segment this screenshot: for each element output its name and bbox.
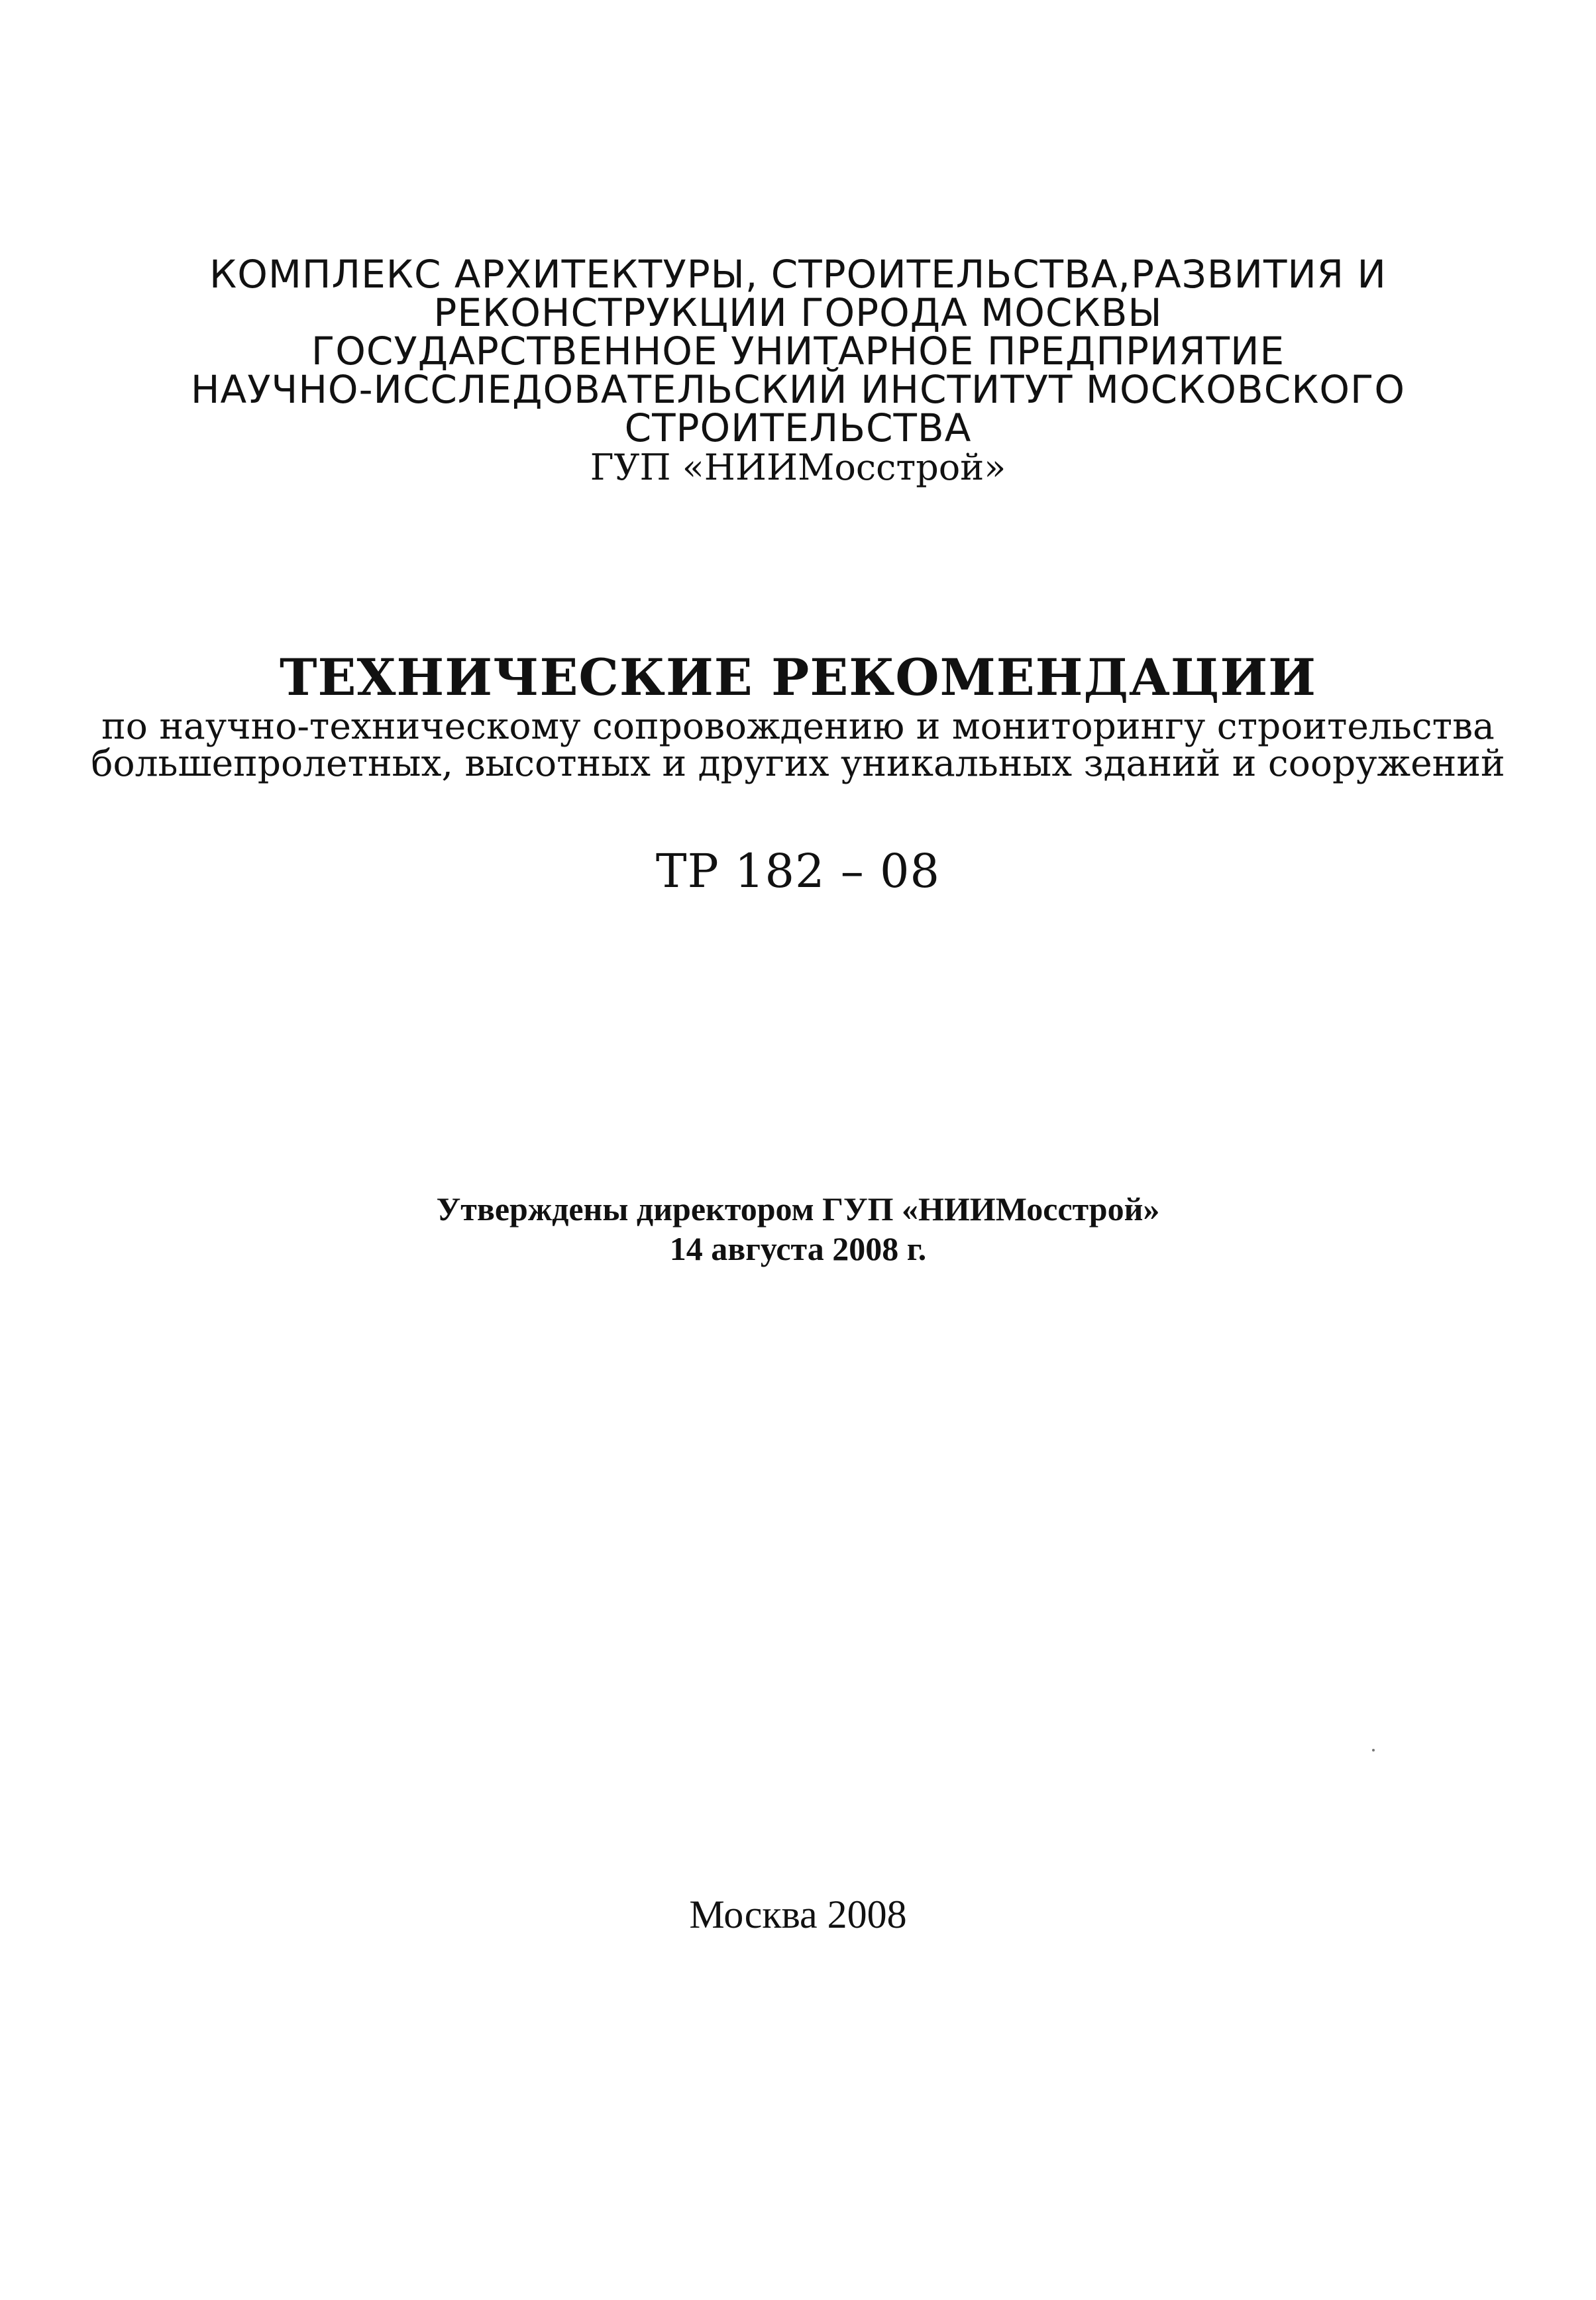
org-header-line-1: КОМПЛЕКС АРХИТЕКТУРЫ, СТРОИТЕЛЬСТВА,РАЗВИТИЯ И (209, 252, 1387, 297)
org-header-line-6: ГУП «НИИМосстрой» (590, 446, 1006, 488)
document-subtitle (0, 707, 1596, 782)
approval-date: 14 августа 2008 г. (669, 1230, 927, 1267)
org-header-line-5: СТРОИТЕЛЬСТВА (624, 405, 972, 450)
document-code: ТР 182 – 08 (655, 844, 941, 898)
org-header-line-4: НАУЧНО-ИССЛЕДОВАТЕЛЬСКИЙ ИНСТИТУТ МОСКОВСКОГО (190, 367, 1406, 412)
scan-speck (1372, 1749, 1375, 1751)
organization-header (0, 252, 1596, 488)
approval-note (0, 1189, 1596, 1269)
document-subtitle-line-1: по научно-техническому сопровождению и мониторингу строительства (101, 705, 1495, 747)
approval-line-1: Утверждены директором ГУП «НИИМосстрой» (436, 1190, 1160, 1228)
place-and-year: Москва 2008 (689, 1893, 907, 1936)
document-title: ТЕХНИЧЕСКИЕ РЕКОМЕНДАЦИИ (279, 648, 1316, 707)
document-subtitle-line-2: большепролетных, высотных и других уникальных зданий и сооружений (91, 742, 1505, 784)
org-header-line-2: РЕКОНСТРУКЦИИ ГОРОДА МОСКВЫ (433, 290, 1163, 335)
org-header-line-3: ГОСУДАРСТВЕННОЕ УНИТАРНОЕ ПРЕДПРИЯТИЕ (311, 329, 1285, 374)
